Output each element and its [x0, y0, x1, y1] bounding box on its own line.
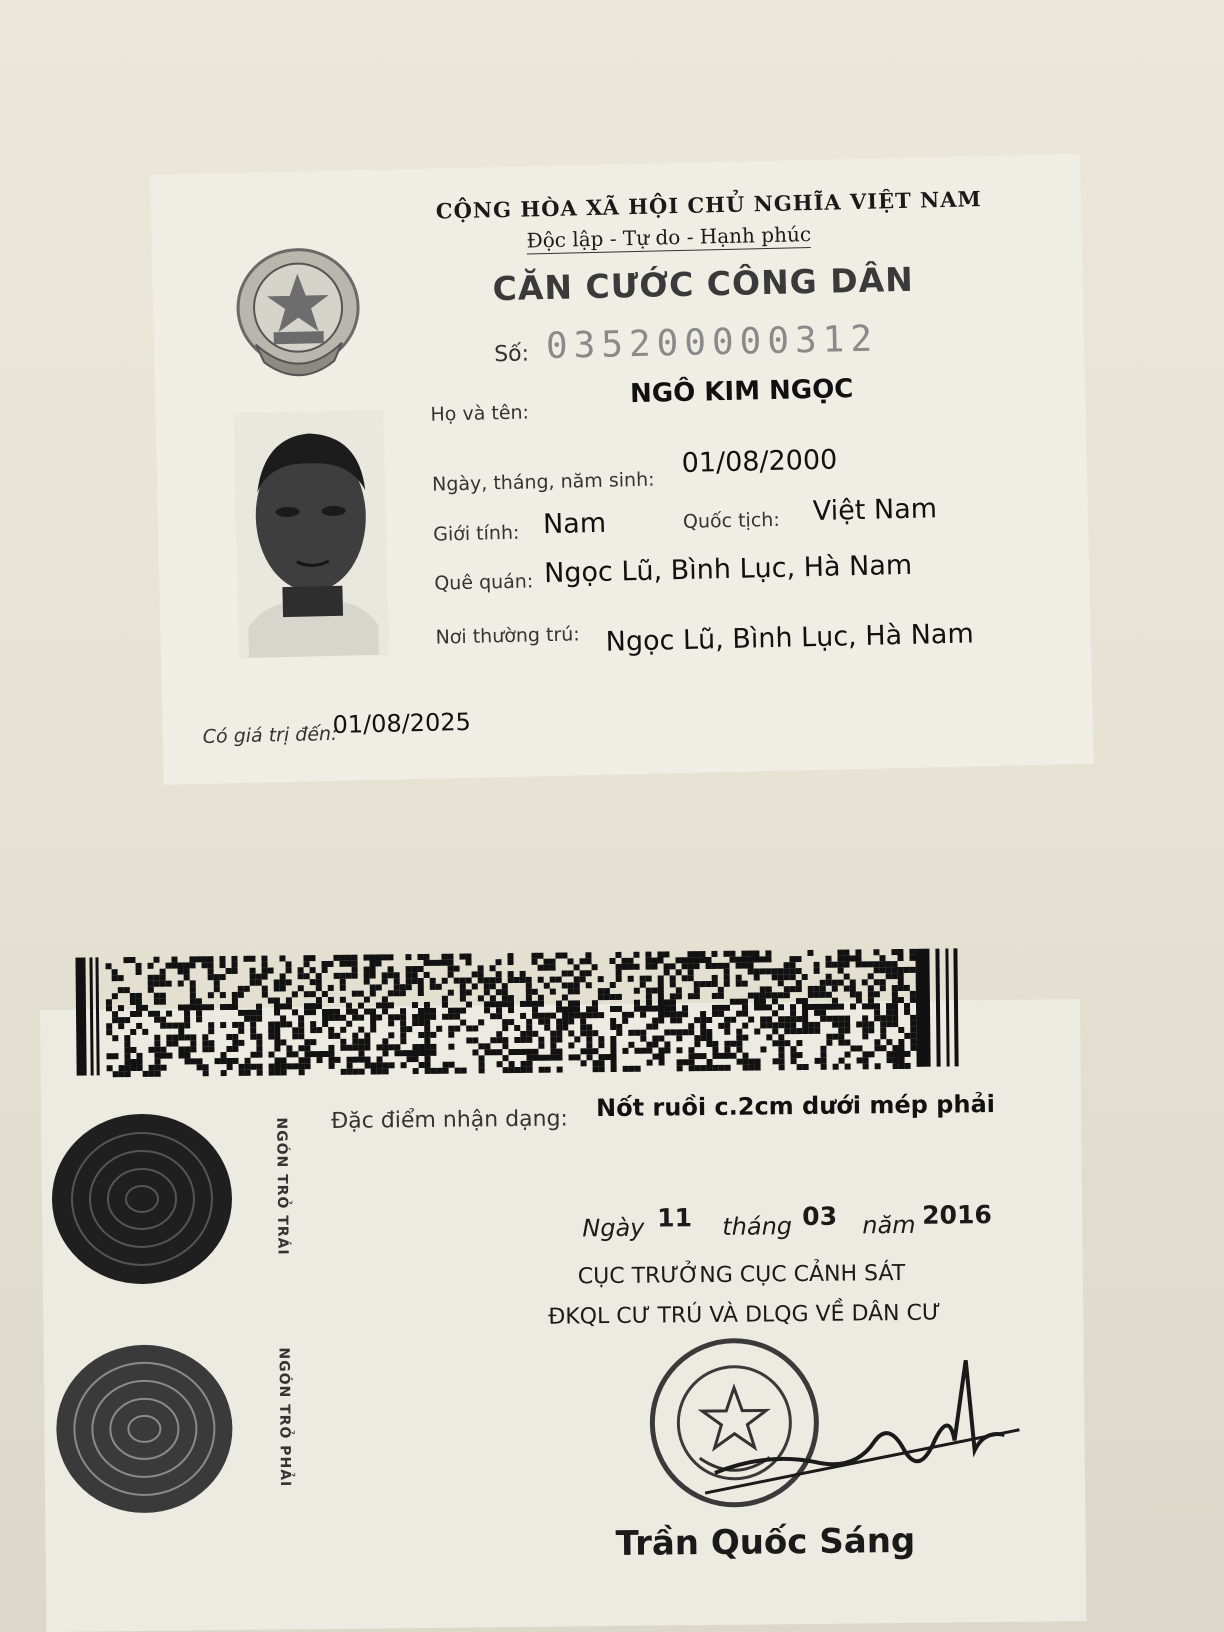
sex-value: Nam: [542, 507, 607, 541]
date-day-label: Ngày: [582, 1213, 645, 1243]
signer-name: Trần Quốc Sáng: [615, 1520, 916, 1565]
hometown-value: Ngọc Lũ, Bình Lục, Hà Nam: [543, 549, 913, 590]
country-header: CỘNG HÒA XÃ HỘI CHỦ NGHĨA VIỆT NAM: [435, 186, 983, 224]
barcode: [75, 948, 966, 1075]
sex-label: Giới tính:: [432, 521, 520, 546]
authority-department: ĐKQL CƯ TRÚ VÀ DLQG VỀ DÂN CƯ: [548, 1300, 941, 1330]
nationality-value: Việt Nam: [812, 493, 938, 528]
right-index-fingerprint: [43, 1333, 240, 1520]
id-card-front: [150, 154, 1094, 785]
date-of-birth: 01/08/2000: [681, 444, 838, 480]
residence-label: Nơi thường trú:: [435, 623, 580, 649]
issue-year: 2016: [922, 1200, 992, 1230]
card-title: CĂN CƯỚC CÔNG DÂN: [492, 259, 915, 309]
national-emblem-icon: [232, 242, 365, 385]
hometown-label: Quê quán:: [434, 570, 534, 595]
id-number: 035200000312: [545, 318, 879, 368]
date-year-label: năm: [862, 1210, 916, 1240]
nationality-label: Quốc tịch:: [682, 508, 780, 533]
residence-value: Ngọc Lũ, Bình Lục, Hà Nam: [605, 618, 975, 658]
expiry-date: 01/08/2025: [332, 707, 472, 739]
expiry-label: Có giá trị đến:: [202, 722, 338, 748]
authority-title: CỤC TRƯỞNG CỤC CẢNH SÁT: [577, 1260, 906, 1290]
dob-label: Ngày, tháng, năm sinh:: [431, 468, 655, 496]
issue-day: 11: [657, 1203, 693, 1233]
features-label: Đặc điểm nhận dạng:: [331, 1106, 569, 1134]
signature: [703, 1320, 1025, 1523]
id-card-back: [40, 999, 1086, 1632]
motto: Độc lập - Tự do - Hạnh phúc: [526, 222, 812, 253]
identifying-features: Nốt ruồi c.2cm dưới mép phải: [595, 1090, 996, 1123]
date-month-label: tháng: [722, 1212, 793, 1241]
left-index-fingerprint: [41, 1103, 238, 1290]
portrait-photo: [233, 410, 389, 658]
issue-month: 03: [802, 1201, 838, 1232]
number-label: Số:: [493, 341, 530, 368]
name-label: Họ và tên:: [430, 401, 530, 426]
right-finger-label: NGÓN TRỎ PHẢI: [275, 1347, 294, 1488]
full-name: NGÔ KIM NGỌC: [629, 374, 854, 410]
left-finger-label: NGÓN TRỎ TRÁI: [273, 1117, 291, 1256]
